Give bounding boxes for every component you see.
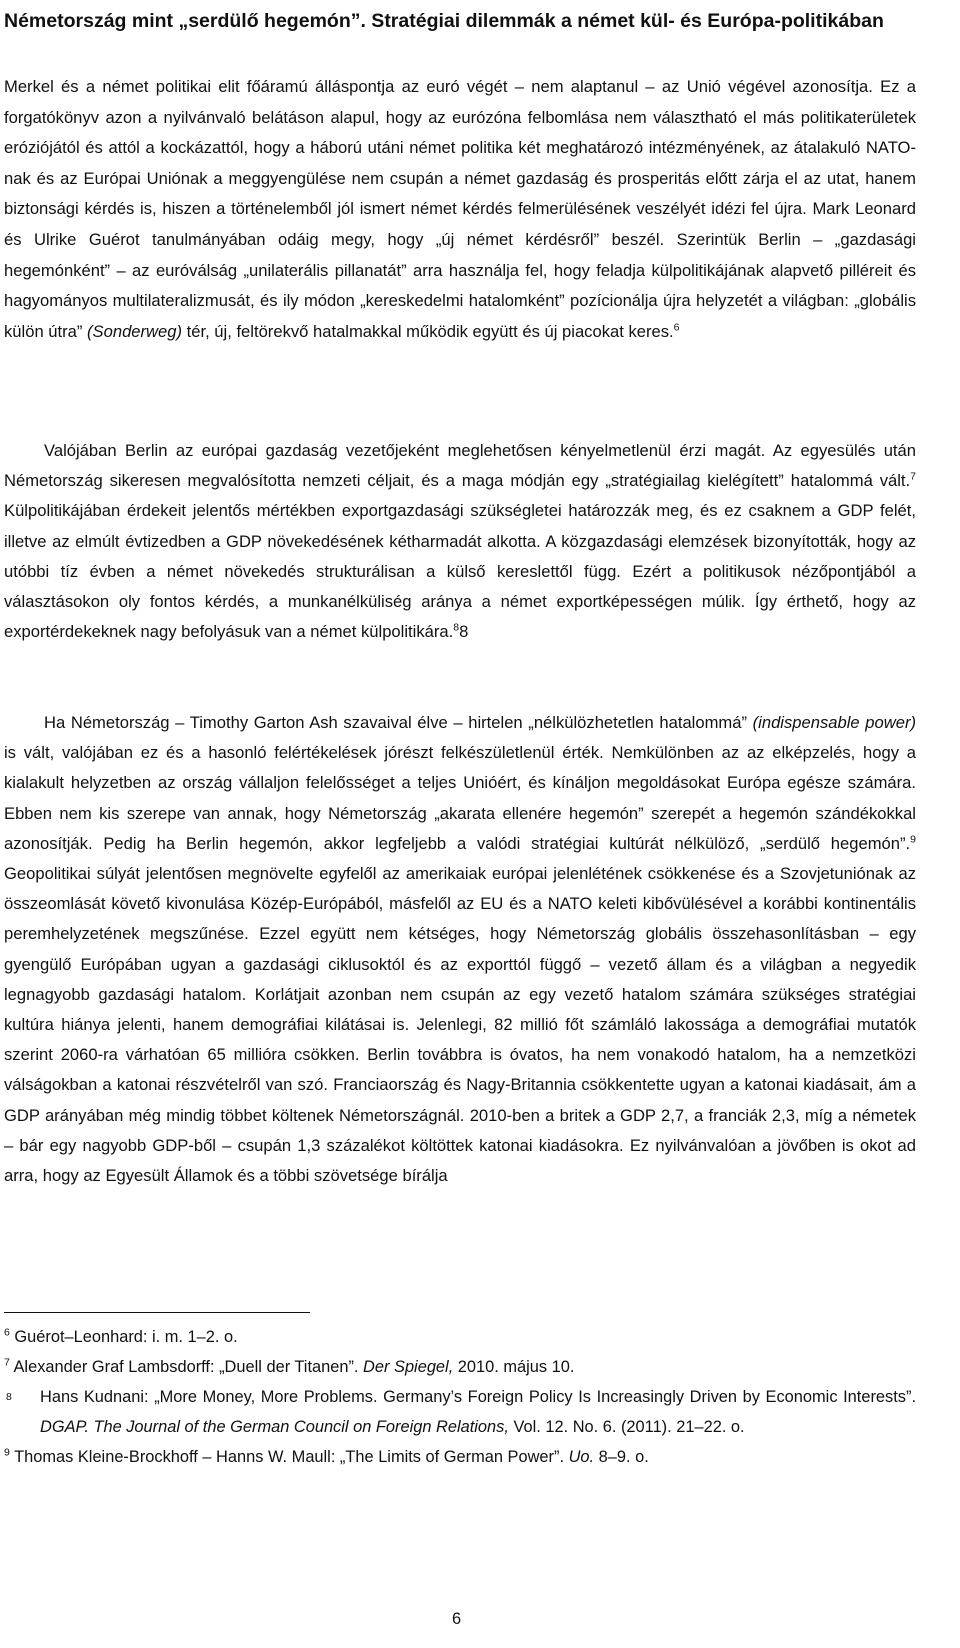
footnote-italic: Der Spiegel, [363, 1358, 454, 1376]
paragraph-text: Ha Németország – Timothy Garton Ash szavaival élve – hirtelen „nélkülözhetetlen hatalommá” [44, 713, 753, 732]
paragraph-text: tér, új, feltörekvő hatalmakkal működik együtt és új piacokat keres. [182, 321, 674, 341]
footnote-text: Vol. 12. No. 6. (2011). 21–22. o. [508, 1418, 745, 1436]
footnote-7 [4, 1352, 916, 1382]
footnote-text: Guérot–Leonhard: i. m. 1–2. o. [14, 1328, 238, 1346]
footnote-9 [4, 1442, 916, 1472]
paragraph-text: Geopolitikai súlyát jelentősen megnövelte egyfelől az amerikaiak európai jelenlétének csökkenése és a Szovjetuniónak az összeomlását követő kivonulása Közép-Európából, másfelől az EU és a NATO keleti kibővülésével a korábbi kontinentális peremhelyzetének megszűnése. Ezzel együtt nem kétséges, hogy Németország globális összehasonlításban – egy gyengülő Európában ugyan a gazdasági ciklusoktól és az exporttól függő – vezető állam és a világban a negyedik legnagyobb gazdasági hatalom. Korlátjait azonban nem csupán az egy vezető hatalom számára szükséges stratégiai kultúra hiánya jelenti, hanem demográfiai kilátásai is. Jelenlegi, 82 millió főt számláló lakossága a demográfiai mutatók szerint 2060-ra várhatóan 65 millióra csökken. Berlin továbbra is óvatos, ha nem vonakodó hatalom, ha a nemzetközi válságokban a katonai részvételről van szó. Franciaország és Nagy-Britannia csökkentette ugyan a katonai kiadásait, ám a GDP arányában még mindig többet költenek Németországnál. 2010-ben a britek a GDP 2,7, a franciák 2,3, míg a németek – bár egy nagyobb GDP-ből – csupán 1,3 százalékot költöttek katonai kiadásokra. Ez nyilvánvalóan a jövőben is okot ad arra, hogy az Egyesült Államok és a többi szövetsége bírálja [4, 864, 916, 1186]
page-number: 6 [452, 1610, 462, 1628]
paragraph-text: Külpolitikájában érdekeit jelentős mértékben exportgazdasági szükségletei határozzák meg, és ez csaknem a GDP felét, illetve az elmúlt évtizedben a GDP növekedésének kétharmadát alkotta. A közgazdasági elemzések bizonyították, hogy az utóbbi tíz évben a német növekedés strukturálisan a külső kereslettől függ. Ezért a politikusok nézőpontjából a választásokon oly fontos kérdés, a munkanélküliség aránya a német exportképességen múlik. Így érthető, hogy az exportérdekeknek nagy befolyásuk van a német külpolitikára. [4, 501, 916, 642]
footnote-reference-plain: 8 [459, 622, 469, 642]
footnote-8 [4, 1382, 916, 1442]
footnote-text: Hans Kudnani: „More Money, More Problems. Germany’s Foreign Policy Is Increasingly Driven by Economic Interests”. [40, 1388, 916, 1406]
footnote-italic: Uo. [568, 1448, 595, 1466]
paragraph-text: is vált, valójában ez és a hasonló felértékelések jórészt felkészületlenül érték. Nemkülönben az az elképzelés, hogy a kialakult helyzetben az ország vállaljon felelősséget a teljes Unióért, és kínáljon megoldásokat Európa egésze számára. Ebben nem kis szerepe van annak, hogy Németország „akarata ellenére hegemón” szerepét a hegemón szándékokkal azonosítják. Pedig ha Berlin hegemón, akkor legfeljebb a valódi stratégiai kultúrát nélkülöző, „serdülő hegemón”. [4, 743, 916, 853]
footnote-text: Thomas Kleine-Brockhoff – Hanns W. Maull: „The Limits of German Power”. [14, 1448, 569, 1466]
paragraph-text: Merkel és a német politikai elit főáramú álláspontja az euró végét – nem alaptanul – az Unió végével azonosítja. Ez a forgatókönyv azon a nyilvánvaló belátáson alapul, hogy az eurózóna felbomlása nem választható el más politikaterületek eróziójától és attól a kockázattól, hogy a háború utáni német politika két meghatározó intézményének, az átalakuló NATO-nak és az Európai Uniónak a meggyengülése nem csupán a német gazdaság és prosperitás előtt zárja el az utat, hanem biztonsági kérdés is, hiszen a történelemből jól ismert német kérdés felmerülésének veszélyét idézi fel újra. Mark Leonard és Ulrike Guérot tanulmányában odáig megy, hogy „új német kérdésről” beszél. Szerintük Berlin – „gazdasági hegemónként” – az euróválság „unilaterális pillanatát” arra használja fel, hogy feladja külpolitikájának alapvető pilléreit és hagyományos multilateralizmusát, és ily módon „kereskedelmi hatalomként” pozícionálja újra helyzetét a világban: „globális külön útra” [4, 77, 916, 341]
paragraph-2 [4, 436, 916, 647]
footnotes [4, 1322, 916, 1472]
footnote-text: Alexander Graf Lambsdorff: „Duell der Titanen”. [13, 1358, 364, 1376]
footnote-italic: DGAP. The Journal of the German Council on Foreign Relations, [40, 1418, 509, 1436]
footnote-number: 7 [4, 1356, 10, 1369]
paragraph-1 [4, 72, 916, 347]
page-title: Németország mint „serdülő hegemón”. Stratégiai dilemmák a német kül- és Európa-politikában [4, 10, 884, 32]
footnote-reference[interactable]: 7 [910, 470, 916, 483]
paragraph-text: Valójában Berlin az európai gazdaság vezetőjeként meglehetősen kényelmetlenül érzi magát. Az egyesülés után Németország sikeresen megvalósította nemzeti céljait, és a maga módján egy „stratégiailag kielégített” hatalommá vált. [4, 441, 916, 491]
footnote-number: 8 [6, 1391, 12, 1403]
footnote-number: 9 [4, 1446, 10, 1459]
italic-term: (indispensable power) [752, 713, 917, 732]
italic-term: (Sonderweg) [87, 321, 183, 341]
footnote-reference[interactable]: 8 [453, 621, 460, 634]
footnote-reference[interactable]: 6 [673, 321, 680, 334]
footnote-text: 8–9. o. [594, 1448, 649, 1466]
footnote-6 [4, 1322, 916, 1352]
footnote-text: 2010. május 10. [453, 1358, 575, 1376]
footnote-reference[interactable]: 9 [910, 833, 916, 846]
footnote-divider [4, 1312, 310, 1313]
paragraph-3 [4, 708, 916, 1191]
document-page [4, 0, 916, 1648]
footnote-number: 6 [4, 1326, 10, 1339]
